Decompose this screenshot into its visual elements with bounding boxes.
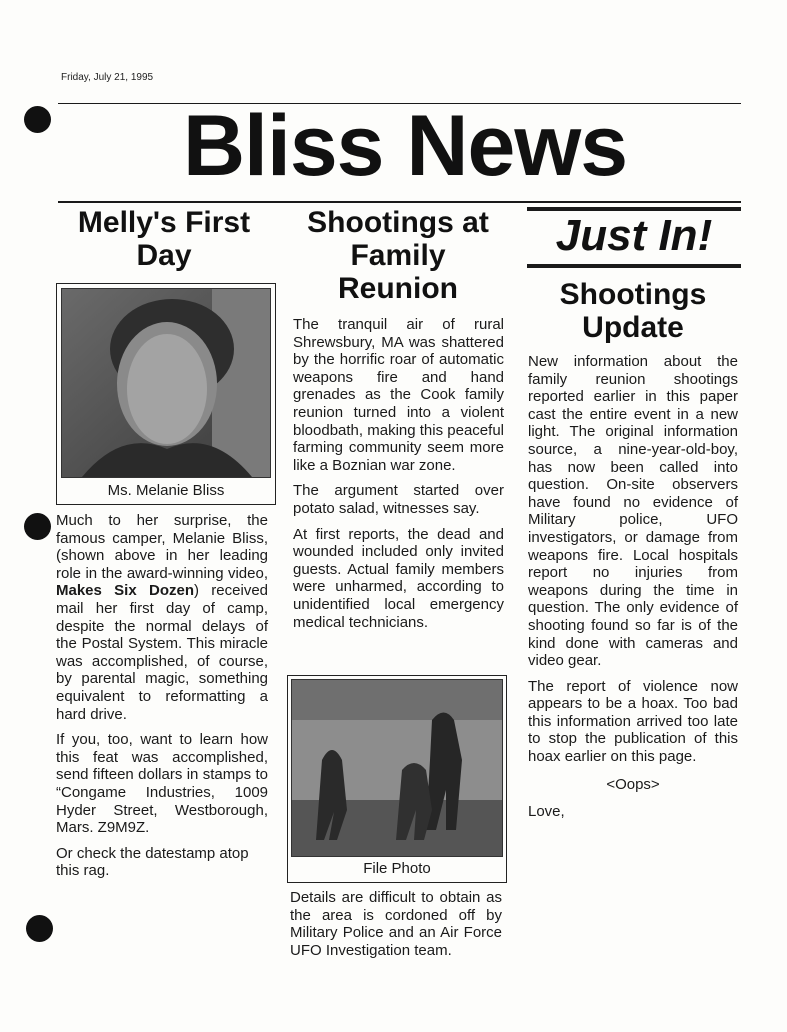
punch-hole-middle: [24, 513, 51, 540]
masthead-title: Bliss News: [182, 98, 628, 194]
melly-paragraph-3: Or check the datestamp atop this rag.: [56, 844, 249, 880]
melly-p1-text-a: Much to her surprise, the famous camper, Melanie Bliss, (shown above in her leading role in the award-winning video,: [56, 512, 268, 582]
video-title: Makes Six Dozen: [56, 582, 194, 600]
oops-note: <Oops>: [606, 775, 660, 793]
portrait-image: [62, 289, 270, 477]
column-update-body: [528, 353, 738, 829]
file-photo-frame: [287, 675, 507, 883]
signoff: Love,: [528, 803, 565, 821]
headline-mellys-first-day: Melly's First Day: [77, 206, 251, 272]
just-in-bottom-rule: [527, 264, 741, 268]
photo-melanie-frame: [56, 283, 276, 505]
update-paragraph-1: New information about the family reunion shootings reported earlier in this paper cast the entire event in a new light. The original information source, a nine-year-old-boy, has now been called into question. On-site observers have found no evidence of Military police, UFO investigators, or damage from weapons fire. Local hospitals report no injuries from weapons during the time in question. The only evidence of shooting found so far is of the kind done with cameras and video gear.: [528, 353, 738, 670]
file-photo: [291, 679, 503, 857]
shootings-paragraph-1: The tranquil air of rural Shrewsbury, MA was shattered by the horrific roar of automatic weapons fire and hand grenades as the Cook family reunion turned into a violent bloodbath, making this peaceful farming community seem more like a Boznian war zone.: [293, 316, 504, 474]
column-update: [527, 278, 739, 344]
column-shootings-footer: [290, 889, 502, 967]
punch-hole-bottom: [26, 915, 53, 942]
column-shootings: [290, 206, 506, 305]
just-in-banner: Just In!: [555, 211, 713, 260]
melly-paragraph-1: [56, 512, 268, 723]
melly-p1-text-b: ) received mail her first day of camp, despite the normal delays of the Postal System. This miracle was accomplished, of course, by parental magic, something equivalent to reformatting a hard drive.: [56, 582, 268, 723]
photo-melanie: [61, 288, 271, 478]
file-photo-image: [292, 680, 502, 856]
photo-caption-file: File Photo: [363, 860, 431, 877]
issue-date: Friday, July 21, 1995: [61, 72, 154, 83]
shootings-paragraph-3: At first reports, the dead and wounded included only invited guests. Actual family members were unharmed, according to unidentified local emergency medical technicians.: [293, 525, 504, 631]
masthead-bottom-rule: [58, 201, 741, 203]
update-paragraph-2: The report of violence now appears to be a hoax. Too bad this information arrived too late to stop the publication of this hoax earlier on this page.: [528, 677, 738, 766]
column-shootings-body: [293, 316, 504, 639]
headline-shootings-at-family-reunion: Shootings at Family Reunion: [307, 206, 489, 305]
headline-shootings-update: Shootings Update: [559, 278, 707, 344]
photo-caption-melanie: Ms. Melanie Bliss: [107, 482, 225, 499]
column-melly: [58, 206, 270, 272]
shootings-paragraph-4: Details are difficult to obtain as the area is cordoned off by Military Police and an Air Force UFO Investigation team.: [290, 889, 502, 959]
column-melly-body: [56, 512, 268, 888]
shootings-paragraph-2: The argument started over potato salad, witnesses say.: [293, 482, 504, 517]
melly-paragraph-2: If you, too, want to learn how this feat was accomplished, send fifteen dollars in stamps to “Congame Industries, 1009 Hyder Street, Westborough, Mars. Z9M9Z.: [56, 731, 268, 837]
punch-hole-top: [24, 106, 51, 133]
